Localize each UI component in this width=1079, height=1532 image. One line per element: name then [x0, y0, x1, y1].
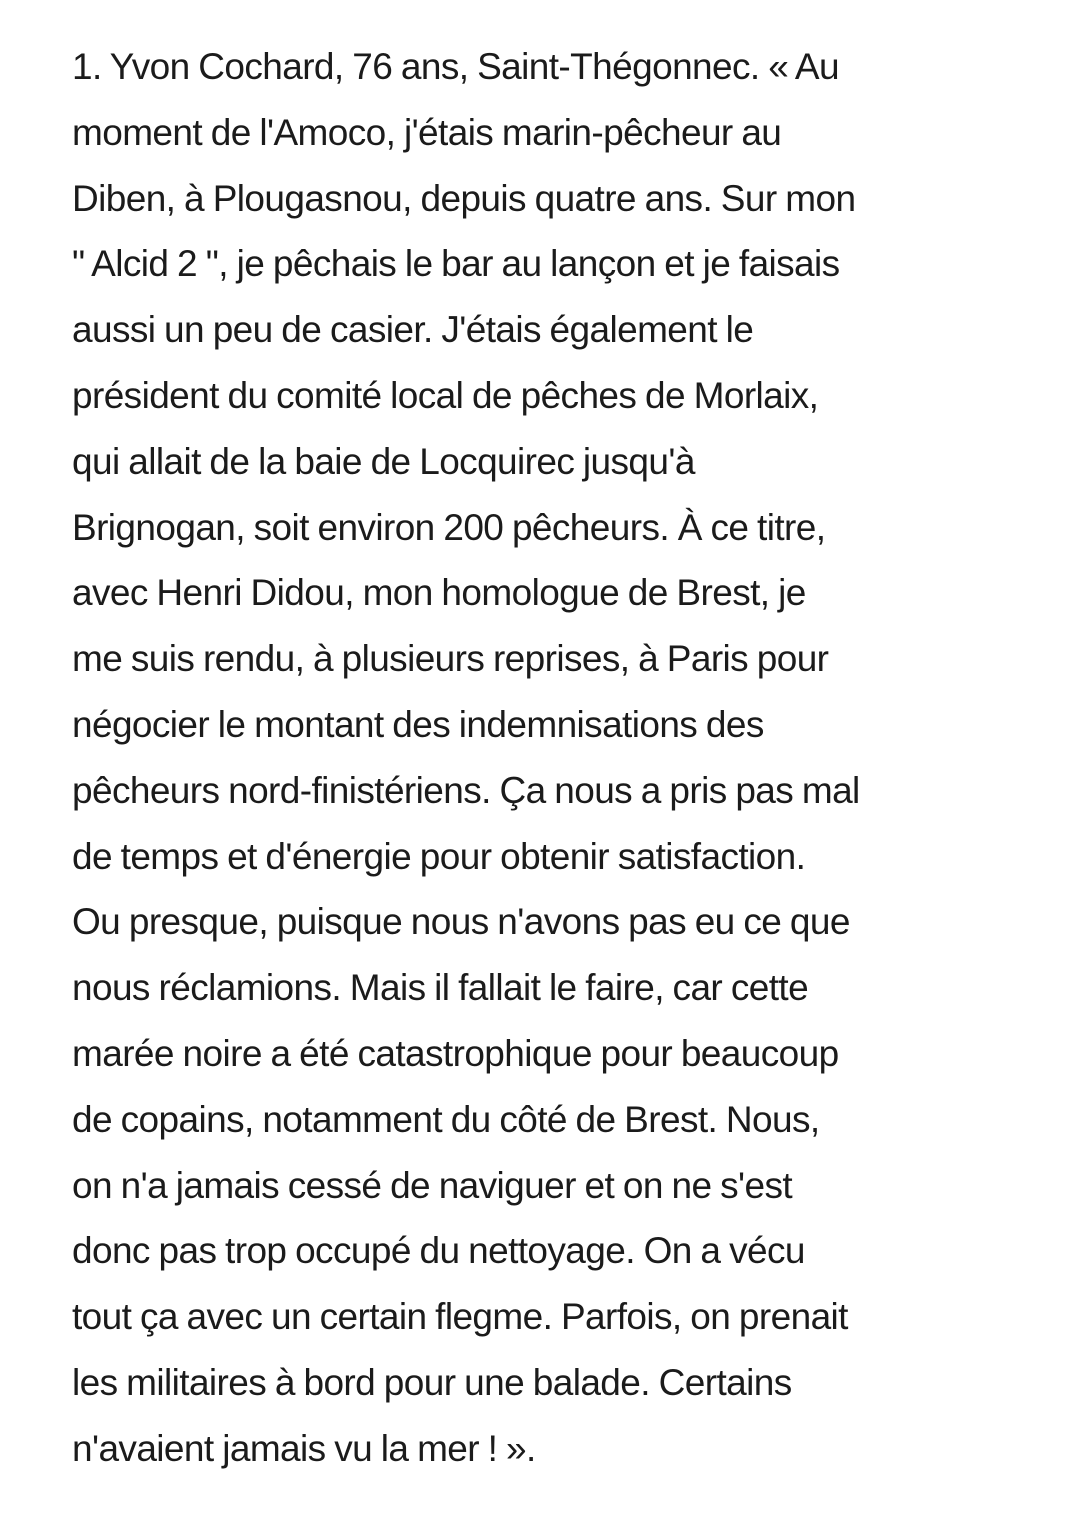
- paragraph-line: de copains, notamment du côté de Brest. Nous,: [72, 1098, 820, 1140]
- paragraph-line: président du comité local de pêches de Morlaix,: [72, 374, 819, 416]
- paragraph-line: Ou presque, puisque nous n'avons pas eu ce que: [72, 901, 850, 943]
- paragraph-line: tout ça avec un certain flegme. Parfois, on prenait: [72, 1296, 848, 1338]
- paragraph-line: 1. Yvon Cochard, 76 ans, Saint-Thégonnec. « Au: [72, 46, 839, 87]
- paragraph-line: Brignogan, soit environ 200 pêcheurs. À ce titre,: [72, 506, 826, 548]
- paragraph-line: pêcheurs nord-finistériens. Ça nous a pris pas mal: [72, 769, 860, 811]
- paragraph-line: négocier le montant des indemnisations des: [72, 703, 764, 745]
- paragraph-line: " Alcid 2 ", je pêchais le bar au lançon et je faisais: [72, 243, 840, 285]
- paragraph-line: Diben, à Plougasnou, depuis quatre ans. Sur mon: [72, 177, 856, 219]
- paragraph-line: n'avaient jamais vu la mer ! ».: [72, 1427, 536, 1469]
- paragraph-line: nous réclamions. Mais il fallait le faire, car cette: [72, 967, 809, 1009]
- testimony-paragraph: [72, 34, 1012, 1482]
- paragraph-line: me suis rendu, à plusieurs reprises, à Paris pour: [72, 638, 829, 680]
- paragraph-line: de temps et d'énergie pour obtenir satisfaction.: [72, 835, 806, 877]
- paragraph-line: avec Henri Didou, mon homologue de Brest, je: [72, 572, 806, 614]
- paragraph-line: les militaires à bord pour une balade. Certains: [72, 1361, 792, 1403]
- paragraph-line: moment de l'Amoco, j'étais marin-pêcheur au: [72, 111, 782, 153]
- article-body: [72, 34, 1012, 1482]
- paragraph-line: on n'a jamais cessé de naviguer et on ne s'est: [72, 1164, 793, 1206]
- paragraph-line: donc pas trop occupé du nettoyage. On a vécu: [72, 1230, 805, 1272]
- paragraph-line: aussi un peu de casier. J'étais également le: [72, 309, 754, 351]
- paragraph-line: qui allait de la baie de Locquirec jusqu'à: [72, 440, 695, 482]
- paragraph-line: marée noire a été catastrophique pour beaucoup: [72, 1032, 839, 1074]
